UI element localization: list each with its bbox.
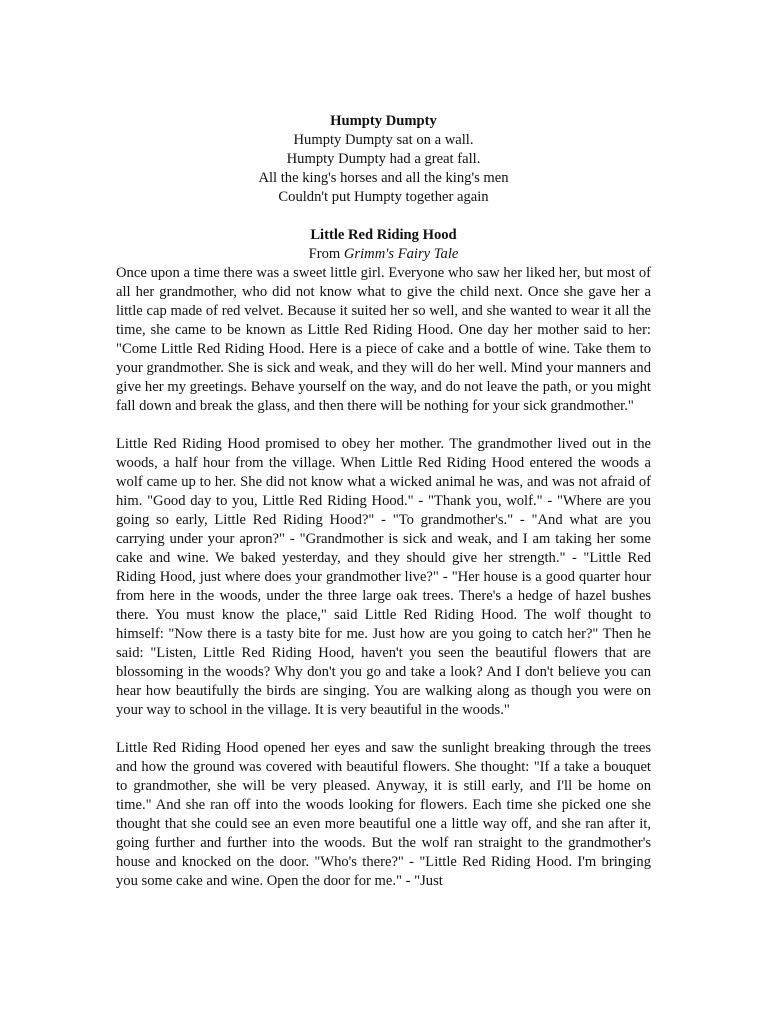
poem-line: Humpty Dumpty had a great fall.: [286, 151, 481, 167]
poem-line: Humpty Dumpty sat on a wall.: [293, 132, 474, 148]
story-source-prefix: From: [308, 246, 344, 262]
story-body: [116, 264, 651, 891]
story-heading: [116, 226, 651, 264]
story-paragraph: Little Red Riding Hood promised to obey her mother. The grandmother lived out in the woods, a half hour from the village. When Little Red Riding Hood entered the woods a wolf came up to her. She did not know what a wicked animal he was, and was not afraid of him. "Good day to you, Little Red Riding Hood." - "Thank you, wolf." - "Where are you going so early, Little Red Riding Hood?" - "To grandmother's." - "And what are you carrying under your apron?" - "Grandmother is sick and weak, and I am taking her some cake and wine. We baked yesterday, and they should give her strength." - "Little Red Riding Hood, just where does your grandmother live?" - "Her house is a good quarter hour from here in the woods, under the three large oak trees. There's a hedge of hazel bushes there. You must know the place," said Little Red Riding Hood. The wolf thought to himself: "Now there is a tasty bite for me. Just how are you going to catch her?" Then he said: "Listen, Little Red Riding Hood, haven't you seen the beautiful flowers that are blossoming in the woods? Why don't you go and take a look? And I don't believe you can hear how beautifully the birds are singing. You are walking along as though you were on your way to school in the village. It is very beautiful in the woods.": [116, 436, 651, 718]
document-page: [116, 112, 651, 891]
story-source-title: Grimm's Fairy Tale: [343, 246, 459, 262]
story-source: [116, 245, 651, 264]
story-paragraph: Once upon a time there was a sweet little girl. Everyone who saw her liked her, but most of all her grandmother, who did not know what to give the child next. Once she gave her a little cap made of red velvet. Because it suited her so well, and she wanted to wear it all the time, she came to be known as Little Red Riding Hood. One day her mother said to her: "Come Little Red Riding Hood. Here is a piece of cake and a bottle of wine. Take them to your grandmother. She is sick and weak, and they will do her well. Mind your manners and give her my greetings. Behave yourself on the way, and do not leave the path, or you might fall down and break the glass, and then there will be nothing for your sick grandmother.": [116, 265, 651, 414]
poem-title: Humpty Dumpty: [330, 113, 437, 129]
poem-section: [116, 112, 651, 207]
section-gap: [116, 207, 651, 226]
story-title: Little Red Riding Hood: [310, 227, 457, 243]
poem-line: All the king's horses and all the king's men: [258, 170, 509, 186]
poem-line: Couldn't put Humpty together again: [278, 189, 489, 205]
story-paragraph: Little Red Riding Hood opened her eyes and saw the sunlight breaking through the trees and how the ground was covered with beautiful flowers. She thought: "If a take a bouquet to grandmother, she will be very pleased. Anyway, it is still early, and I'll be home on time." And she ran off into the woods looking for flowers. Each time she picked one she thought that she could see an even more beautiful one a little way off, and she ran after it, going further and further into the woods. But the wolf ran straight to the grandmother's house and knocked on the door. "Who's there?" - "Little Red Riding Hood. I'm bringing you some cake and wine. Open the door for me." - "Just: [116, 740, 651, 889]
